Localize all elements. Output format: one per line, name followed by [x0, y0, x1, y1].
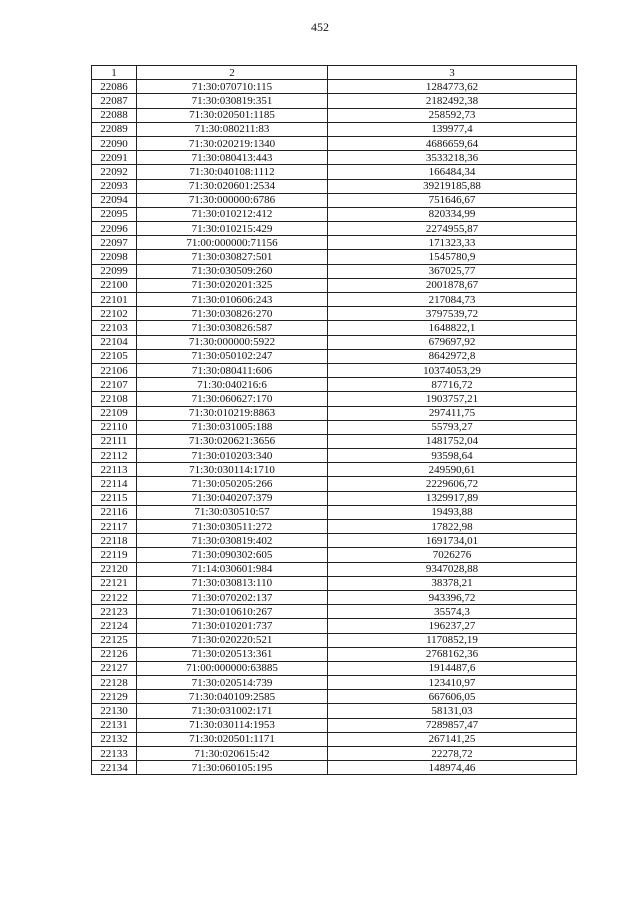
value-cell: 217084,73 — [328, 293, 577, 307]
row-number-cell: 22118 — [92, 534, 137, 548]
cadastral-number-cell: 71:30:031005:188 — [137, 420, 328, 434]
table-row — [92, 520, 577, 534]
row-number-cell: 22124 — [92, 619, 137, 633]
table-row — [92, 548, 577, 562]
cadastral-number-cell: 71:30:010212:412 — [137, 207, 328, 221]
row-number-cell: 22105 — [92, 349, 137, 363]
table-row — [92, 434, 577, 448]
table-row — [92, 647, 577, 661]
value-cell: 19493,88 — [328, 505, 577, 519]
value-cell: 7289857,47 — [328, 718, 577, 732]
cadastral-number-cell: 71:30:020615:42 — [137, 747, 328, 761]
table-row — [92, 491, 577, 505]
row-number-cell: 22097 — [92, 236, 137, 250]
table-row — [92, 704, 577, 718]
value-cell: 3533218,36 — [328, 151, 577, 165]
row-number-cell: 22110 — [92, 420, 137, 434]
row-number-cell: 22129 — [92, 690, 137, 704]
row-number-cell: 22108 — [92, 392, 137, 406]
row-number-cell: 22101 — [92, 293, 137, 307]
column-header-1: 1 — [92, 66, 137, 80]
row-number-cell: 22126 — [92, 647, 137, 661]
cadastral-number-cell: 71:30:031002:171 — [137, 704, 328, 718]
table-row — [92, 590, 577, 604]
value-cell: 679697,92 — [328, 335, 577, 349]
value-cell: 10374053,29 — [328, 363, 577, 377]
cadastral-number-cell: 71:30:000000:5922 — [137, 335, 328, 349]
row-number-cell: 22111 — [92, 434, 137, 448]
value-cell: 166484,34 — [328, 165, 577, 179]
cadastral-number-cell: 71:30:060627:170 — [137, 392, 328, 406]
cadastral-number-cell: 71:00:000000:63885 — [137, 661, 328, 675]
row-number-cell: 22123 — [92, 605, 137, 619]
table-row — [92, 179, 577, 193]
table-row — [92, 718, 577, 732]
cadastral-number-cell: 71:30:030813:110 — [137, 576, 328, 590]
cadastral-number-cell: 71:30:040207:379 — [137, 491, 328, 505]
value-cell: 9347028,88 — [328, 562, 577, 576]
row-number-cell: 22091 — [92, 151, 137, 165]
value-cell: 2768162,36 — [328, 647, 577, 661]
row-number-cell: 22086 — [92, 80, 137, 94]
row-number-cell: 22133 — [92, 747, 137, 761]
cadastral-number-cell: 71:30:030509:260 — [137, 264, 328, 278]
value-cell: 2001878,67 — [328, 278, 577, 292]
row-number-cell: 22115 — [92, 491, 137, 505]
row-number-cell: 22112 — [92, 449, 137, 463]
table-row — [92, 321, 577, 335]
value-cell: 667606,05 — [328, 690, 577, 704]
value-cell: 1648822,1 — [328, 321, 577, 335]
row-number-cell: 22116 — [92, 505, 137, 519]
value-cell: 267141,25 — [328, 732, 577, 746]
table-row — [92, 335, 577, 349]
row-number-cell: 22120 — [92, 562, 137, 576]
cadastral-number-cell: 71:30:030826:587 — [137, 321, 328, 335]
row-number-cell: 22089 — [92, 122, 137, 136]
cadastral-number-cell: 71:30:040216:6 — [137, 378, 328, 392]
table-row — [92, 207, 577, 221]
table-row — [92, 420, 577, 434]
value-cell: 2274955,87 — [328, 222, 577, 236]
cadastral-number-cell: 71:30:030827:501 — [137, 250, 328, 264]
value-cell: 943396,72 — [328, 590, 577, 604]
table-row — [92, 619, 577, 633]
table-row — [92, 534, 577, 548]
cadastral-number-cell: 71:30:020514:739 — [137, 676, 328, 690]
table-row — [92, 690, 577, 704]
table-row — [92, 463, 577, 477]
cadastral-number-cell: 71:30:050205:266 — [137, 477, 328, 491]
cadastral-number-cell: 71:30:040109:2585 — [137, 690, 328, 704]
column-header-2: 2 — [137, 66, 328, 80]
table-row — [92, 406, 577, 420]
column-header-3: 3 — [328, 66, 577, 80]
cadastral-number-cell: 71:30:010219:8863 — [137, 406, 328, 420]
table-row — [92, 136, 577, 150]
cadastral-number-cell: 71:30:020201:325 — [137, 278, 328, 292]
table-row — [92, 151, 577, 165]
cadastral-number-cell: 71:30:020220:521 — [137, 633, 328, 647]
value-cell: 22278,72 — [328, 747, 577, 761]
row-number-cell: 22088 — [92, 108, 137, 122]
value-cell: 4686659,64 — [328, 136, 577, 150]
value-cell: 1170852,19 — [328, 633, 577, 647]
value-cell: 1691734,01 — [328, 534, 577, 548]
value-cell: 196237,27 — [328, 619, 577, 633]
row-number-cell: 22107 — [92, 378, 137, 392]
row-number-cell: 22102 — [92, 307, 137, 321]
table-row — [92, 576, 577, 590]
value-cell: 17822,98 — [328, 520, 577, 534]
value-cell: 7026276 — [328, 548, 577, 562]
page-number: 452 — [311, 20, 329, 34]
table-row — [92, 562, 577, 576]
table-row — [92, 307, 577, 321]
row-number-cell: 22130 — [92, 704, 137, 718]
value-cell: 249590,61 — [328, 463, 577, 477]
table-row — [92, 193, 577, 207]
value-cell: 2229606,72 — [328, 477, 577, 491]
row-number-cell: 22100 — [92, 278, 137, 292]
cadastral-number-cell: 71:30:080413:443 — [137, 151, 328, 165]
table-row — [92, 732, 577, 746]
table-row — [92, 264, 577, 278]
cadastral-number-cell: 71:30:010201:737 — [137, 619, 328, 633]
cadastral-number-cell: 71:30:010606:243 — [137, 293, 328, 307]
table-row — [92, 165, 577, 179]
row-number-cell: 22127 — [92, 661, 137, 675]
table-row — [92, 761, 577, 775]
cadastral-number-cell: 71:30:020219:1340 — [137, 136, 328, 150]
cadastral-number-cell: 71:30:060105:195 — [137, 761, 328, 775]
row-number-cell: 22099 — [92, 264, 137, 278]
value-cell: 1481752,04 — [328, 434, 577, 448]
table-row — [92, 505, 577, 519]
row-number-cell: 22128 — [92, 676, 137, 690]
value-cell: 1914487,6 — [328, 661, 577, 675]
row-number-cell: 22134 — [92, 761, 137, 775]
value-cell: 93598,64 — [328, 449, 577, 463]
table-row — [92, 80, 577, 94]
cadastral-number-cell: 71:30:020601:2534 — [137, 179, 328, 193]
table-row — [92, 293, 577, 307]
table-row — [92, 250, 577, 264]
cadastral-number-cell: 71:30:080211:83 — [137, 122, 328, 136]
cadastral-number-cell: 71:30:070202:137 — [137, 590, 328, 604]
cadastral-number-cell: 71:00:000000:71156 — [137, 236, 328, 250]
cadastral-number-cell: 71:30:030819:402 — [137, 534, 328, 548]
value-cell: 39219185,88 — [328, 179, 577, 193]
value-cell: 55793,27 — [328, 420, 577, 434]
cadastral-number-cell: 71:30:050102:247 — [137, 349, 328, 363]
table-row — [92, 236, 577, 250]
value-cell: 367025,77 — [328, 264, 577, 278]
value-cell: 1903757,21 — [328, 392, 577, 406]
cadastral-number-cell: 71:30:090302:605 — [137, 548, 328, 562]
cadastral-number-cell: 71:30:030114:1953 — [137, 718, 328, 732]
row-number-cell: 22094 — [92, 193, 137, 207]
value-cell: 58131,03 — [328, 704, 577, 718]
value-cell: 820334,99 — [328, 207, 577, 221]
row-number-cell: 22103 — [92, 321, 137, 335]
table-row — [92, 633, 577, 647]
cadastral-number-cell: 71:30:010203:340 — [137, 449, 328, 463]
value-cell: 297411,75 — [328, 406, 577, 420]
value-cell: 751646,67 — [328, 193, 577, 207]
row-number-cell: 22098 — [92, 250, 137, 264]
table-row — [92, 94, 577, 108]
table-row — [92, 661, 577, 675]
table-row — [92, 449, 577, 463]
row-number-cell: 22109 — [92, 406, 137, 420]
value-cell: 1284773,62 — [328, 80, 577, 94]
row-number-cell: 22106 — [92, 363, 137, 377]
row-number-cell: 22095 — [92, 207, 137, 221]
value-cell: 1545780,9 — [328, 250, 577, 264]
row-number-cell: 22121 — [92, 576, 137, 590]
table-row — [92, 392, 577, 406]
cadastral-number-cell: 71:30:030819:351 — [137, 94, 328, 108]
row-number-cell: 22093 — [92, 179, 137, 193]
cadastral-number-cell: 71:30:020513:361 — [137, 647, 328, 661]
value-cell: 35574,3 — [328, 605, 577, 619]
table-row — [92, 676, 577, 690]
table-row — [92, 222, 577, 236]
value-cell: 8642972,8 — [328, 349, 577, 363]
value-cell: 1329917,89 — [328, 491, 577, 505]
cadastral-number-cell: 71:30:030510:57 — [137, 505, 328, 519]
cadastral-number-cell: 71:30:020501:1185 — [137, 108, 328, 122]
row-number-cell: 22090 — [92, 136, 137, 150]
cadastral-number-cell: 71:30:080411:606 — [137, 363, 328, 377]
row-number-cell: 22104 — [92, 335, 137, 349]
value-cell: 171323,33 — [328, 236, 577, 250]
table-row — [92, 378, 577, 392]
table-body — [92, 80, 577, 775]
row-number-cell: 22096 — [92, 222, 137, 236]
cadastral-number-cell: 71:30:010215:429 — [137, 222, 328, 236]
value-cell: 87716,72 — [328, 378, 577, 392]
value-cell: 148974,46 — [328, 761, 577, 775]
table-row — [92, 108, 577, 122]
cadastral-number-cell: 71:30:010610:267 — [137, 605, 328, 619]
value-cell: 38378,21 — [328, 576, 577, 590]
cadastral-number-cell: 71:30:000000:6786 — [137, 193, 328, 207]
cadastral-number-cell: 71:30:070710:115 — [137, 80, 328, 94]
row-number-cell: 22117 — [92, 520, 137, 534]
cadastral-number-cell: 71:30:030114:1710 — [137, 463, 328, 477]
table-row — [92, 122, 577, 136]
table-row — [92, 363, 577, 377]
row-number-cell: 22122 — [92, 590, 137, 604]
table-row — [92, 278, 577, 292]
row-number-cell: 22113 — [92, 463, 137, 477]
table-row — [92, 605, 577, 619]
row-number-cell: 22131 — [92, 718, 137, 732]
table-row — [92, 477, 577, 491]
cadastral-number-cell: 71:30:020621:3656 — [137, 434, 328, 448]
table-row — [92, 747, 577, 761]
cadastral-number-cell: 71:30:030511:272 — [137, 520, 328, 534]
value-cell: 139977,4 — [328, 122, 577, 136]
row-number-cell: 22114 — [92, 477, 137, 491]
cadastral-number-cell: 71:30:020501:1171 — [137, 732, 328, 746]
cadastral-number-cell: 71:30:040108:1112 — [137, 165, 328, 179]
row-number-cell: 22092 — [92, 165, 137, 179]
row-number-cell: 22125 — [92, 633, 137, 647]
value-cell: 2182492,38 — [328, 94, 577, 108]
value-cell: 123410,97 — [328, 676, 577, 690]
header-row — [92, 66, 577, 80]
value-cell: 3797539,72 — [328, 307, 577, 321]
row-number-cell: 22119 — [92, 548, 137, 562]
cadastral-number-cell: 71:14:030601:984 — [137, 562, 328, 576]
row-number-cell: 22132 — [92, 732, 137, 746]
table-row — [92, 349, 577, 363]
value-cell: 258592,73 — [328, 108, 577, 122]
data-table — [91, 65, 577, 775]
cadastral-number-cell: 71:30:030826:270 — [137, 307, 328, 321]
row-number-cell: 22087 — [92, 94, 137, 108]
